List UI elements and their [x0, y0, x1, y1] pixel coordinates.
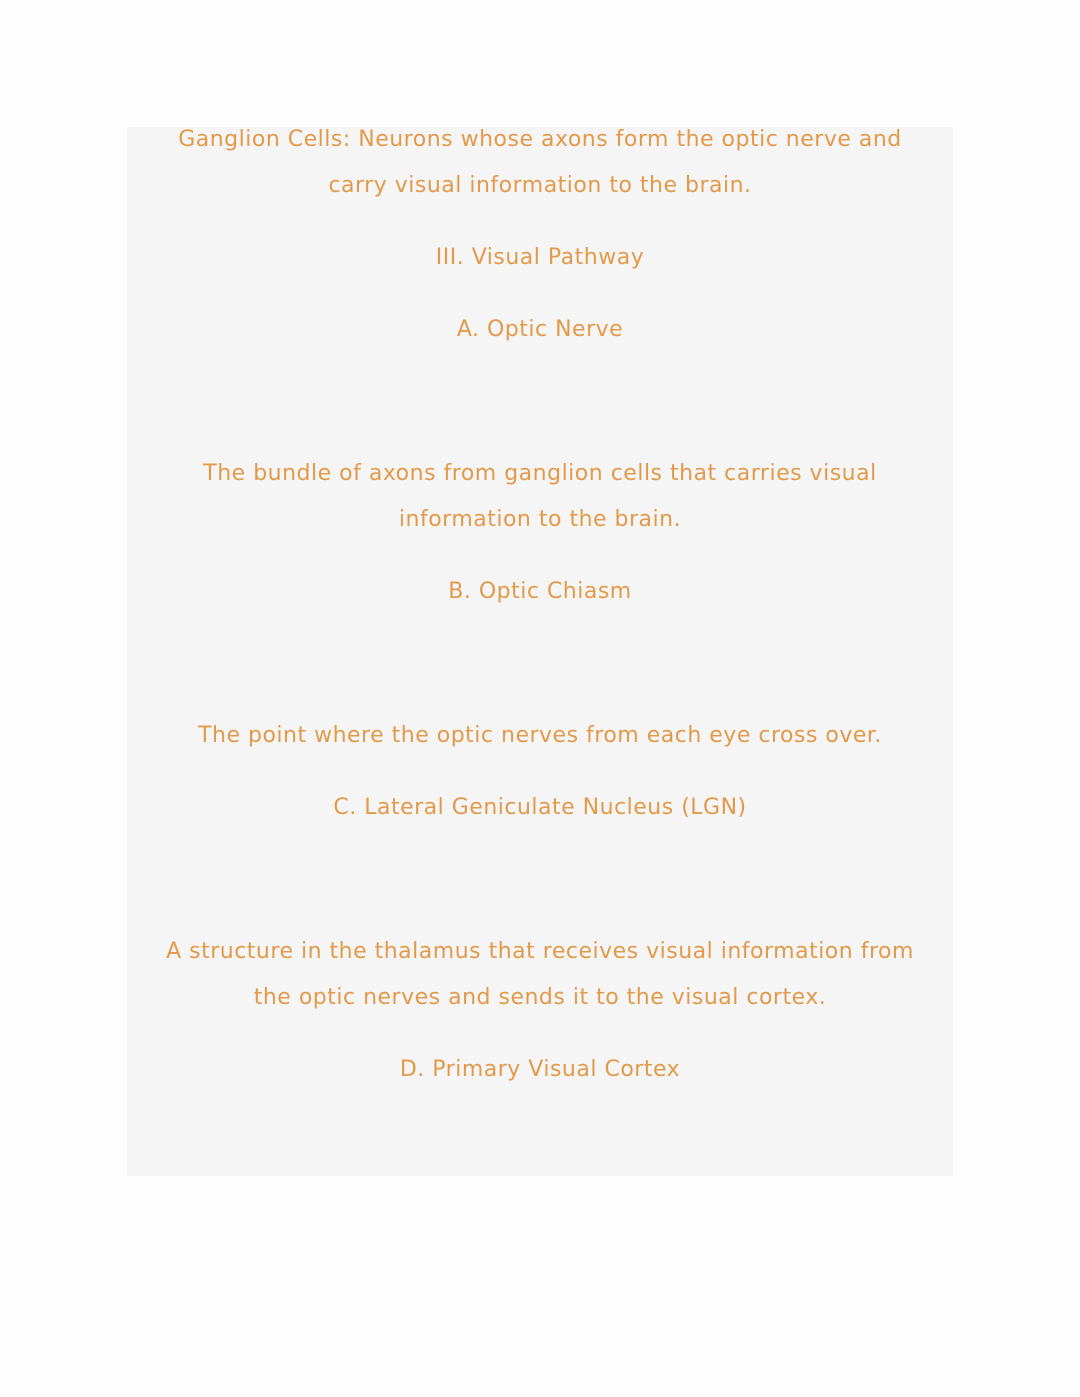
optic-nerve-definition-line-1: The bundle of axons from ganglion cells that carries visual [203, 461, 877, 486]
lgn-definition-line-2: the optic nerves and sends it to the visual cortex. [253, 985, 827, 1010]
heading-lgn: C. Lateral Geniculate Nucleus (LGN) [333, 795, 747, 820]
section-heading-visual-pathway: III. Visual Pathway [435, 245, 645, 270]
ganglion-definition-line-1: Ganglion Cells: Neurons whose axons form the optic nerve and [178, 127, 902, 152]
heading-optic-nerve: A. Optic Nerve [456, 317, 624, 342]
heading-optic-chiasm: B. Optic Chiasm [448, 579, 632, 604]
optic-nerve-definition-line-2: information to the brain. [398, 507, 682, 532]
content-panel [127, 127, 953, 1176]
lgn-definition-line-1: A structure in the thalamus that receives visual information from [166, 939, 914, 964]
ganglion-definition-line-2: carry visual information to the brain. [328, 173, 752, 198]
optic-chiasm-definition: The point where the optic nerves from each eye cross over. [198, 723, 882, 748]
heading-primary-visual-cortex: D. Primary Visual Cortex [399, 1057, 681, 1082]
